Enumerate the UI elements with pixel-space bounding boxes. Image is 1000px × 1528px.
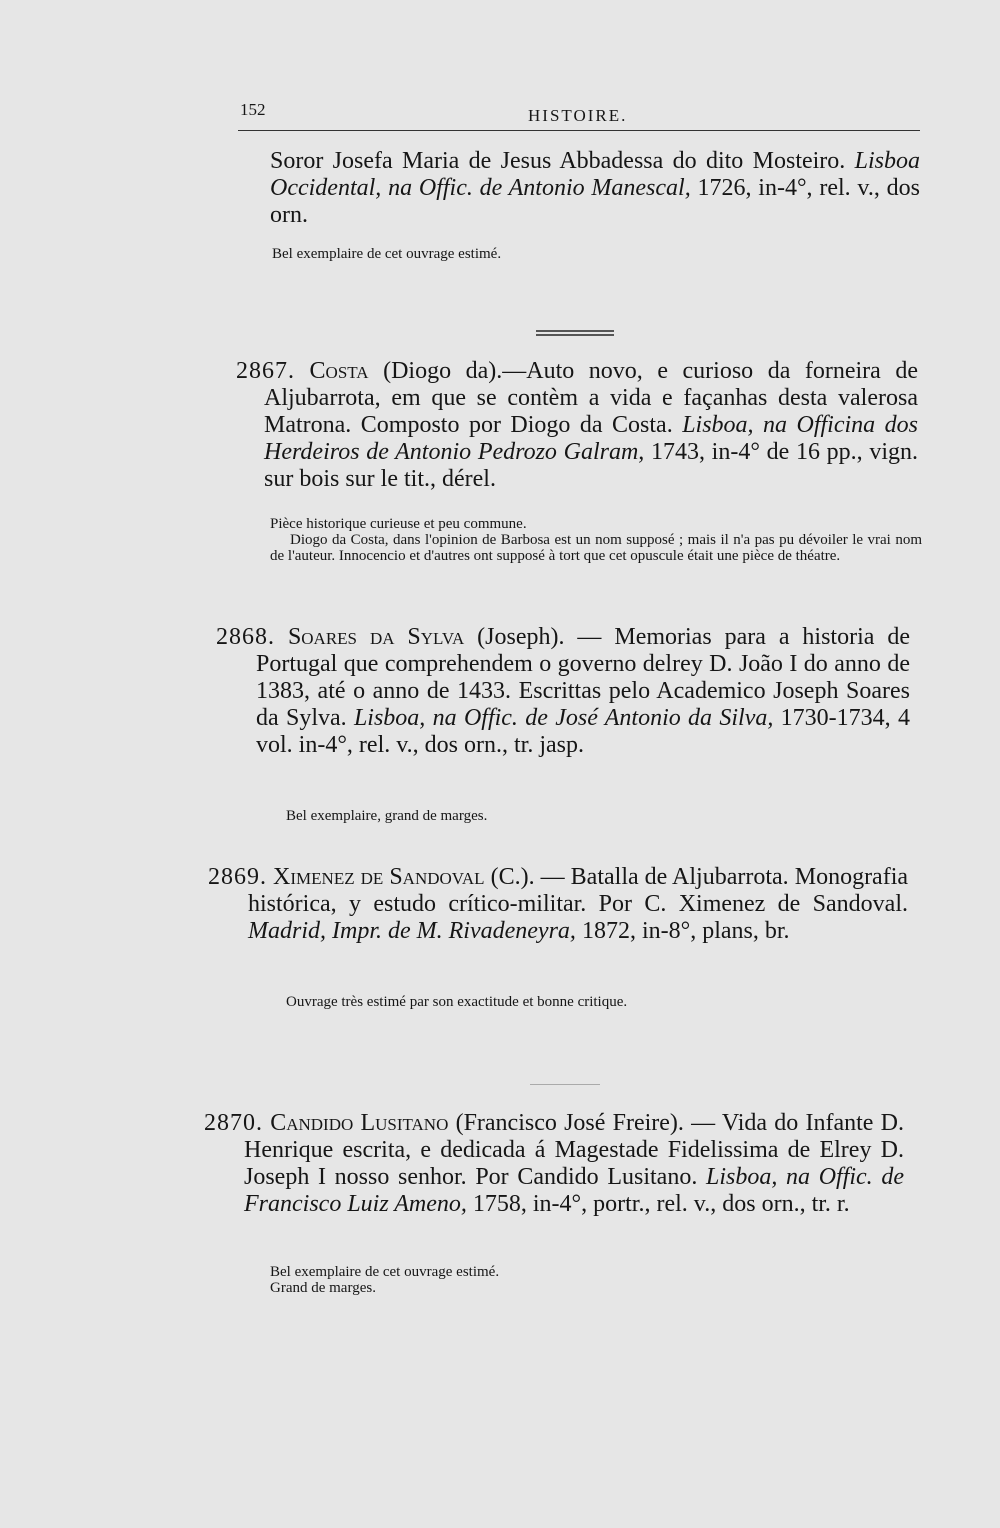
entry-note: Pièce historique curieuse et peu commune.	[270, 516, 527, 532]
header-rule	[238, 130, 920, 131]
entry-2867-notes	[270, 516, 922, 564]
entry-author: Candido Lusitano	[270, 1110, 449, 1136]
entry-number: 2868.	[216, 624, 275, 650]
entry-note: Diogo da Costa, dans l'opinion de Barbosa est un nom supposé ; mais il n'a pas pu dévoiler le vrai nom de l'auteur. Innocencio et d'autres ont supposé à tort que cet opuscule était une pièce de théatre.	[270, 532, 922, 564]
running-title: HISTOIRE.	[528, 106, 628, 125]
entry-author: Costa	[309, 358, 369, 384]
entry-continuation-text: Soror Josefa Maria de Jesus Abbadessa do dito Mosteiro. Lisboa Occidental, na Offic. de Antonio Manescal, 1726, in-4°, rel. v., dos orn.	[270, 148, 920, 228]
entry-note: Bel exemplaire, grand de marges.	[286, 808, 488, 824]
entry-number: 2870.	[204, 1110, 263, 1136]
entry-2869-notes	[286, 994, 906, 1010]
entry-2870: 2870. Candido Lusitano (Francisco José Freire). — Vida do Infante D. Henrique escrita, e dedicada á Magestade Fidelissima de Elrey D. Joseph I nosso senhor. Por Candido Lusitano. Lisboa, na Offic. de Francisco Luiz Ameno, 1758, in-4°, portr., rel. v., dos orn., tr. r.	[204, 1110, 904, 1217]
entry-2867: 2867. Costa (Diogo da).—Auto novo, e curioso da forneira de Aljubarrota, em que se contèm a vida e façanhas desta valerosa Matrona. Composto por Diogo da Costa. Lisboa, na Officina dos Herdeiros de Antonio Pedrozo Galram, 1743, in-4° de 16 pp., vign. sur bois sur le tit., dérel.	[236, 358, 919, 492]
separator-rule	[536, 334, 614, 336]
entry-number: 2867.	[236, 358, 295, 384]
entry-continuation-note: Bel exemplaire de cet ouvrage estimé.	[272, 246, 502, 262]
entry-author: Ximenez de Sandoval	[273, 864, 485, 890]
entry-continuation	[270, 148, 920, 229]
entry-author: Soares da Sylva	[287, 624, 465, 650]
page-number: 152	[240, 100, 266, 119]
entry-note: Ouvrage très estimé par son exactitude et bonne critique.	[286, 994, 628, 1010]
separator-rule	[530, 1084, 600, 1085]
entry-2869: 2869. Ximenez de Sandoval (C.). — Batalla de Aljubarrota. Monografia histórica, y estudo crítico-militar. Por C. Ximenez de Sandoval. Madrid, Impr. de M. Rivadeneyra, 1872, in-8°, plans, br.	[208, 864, 909, 944]
entry-2868-notes	[286, 808, 906, 824]
entry-note: Grand de marges.	[270, 1280, 376, 1296]
entry-2868: 2868. Soares da Sylva (Joseph). — Memorias para a historia de Portugal que comprehendem o governo delrey D. João I do anno de 1383, até o anno de 1433. Escrittas pelo Academico Joseph Soares da Sylva. Lisboa, na Offic. de José Antonio da Silva, 1730-1734, 4 vol. in-4°, rel. v., dos orn., tr. jasp.	[216, 624, 910, 758]
separator-rule	[536, 330, 614, 332]
entry-2870-notes	[270, 1264, 890, 1296]
entry-number: 2869.	[208, 864, 267, 890]
entry-note: Bel exemplaire de cet ouvrage estimé.	[270, 1264, 500, 1280]
running-head	[238, 100, 918, 140]
